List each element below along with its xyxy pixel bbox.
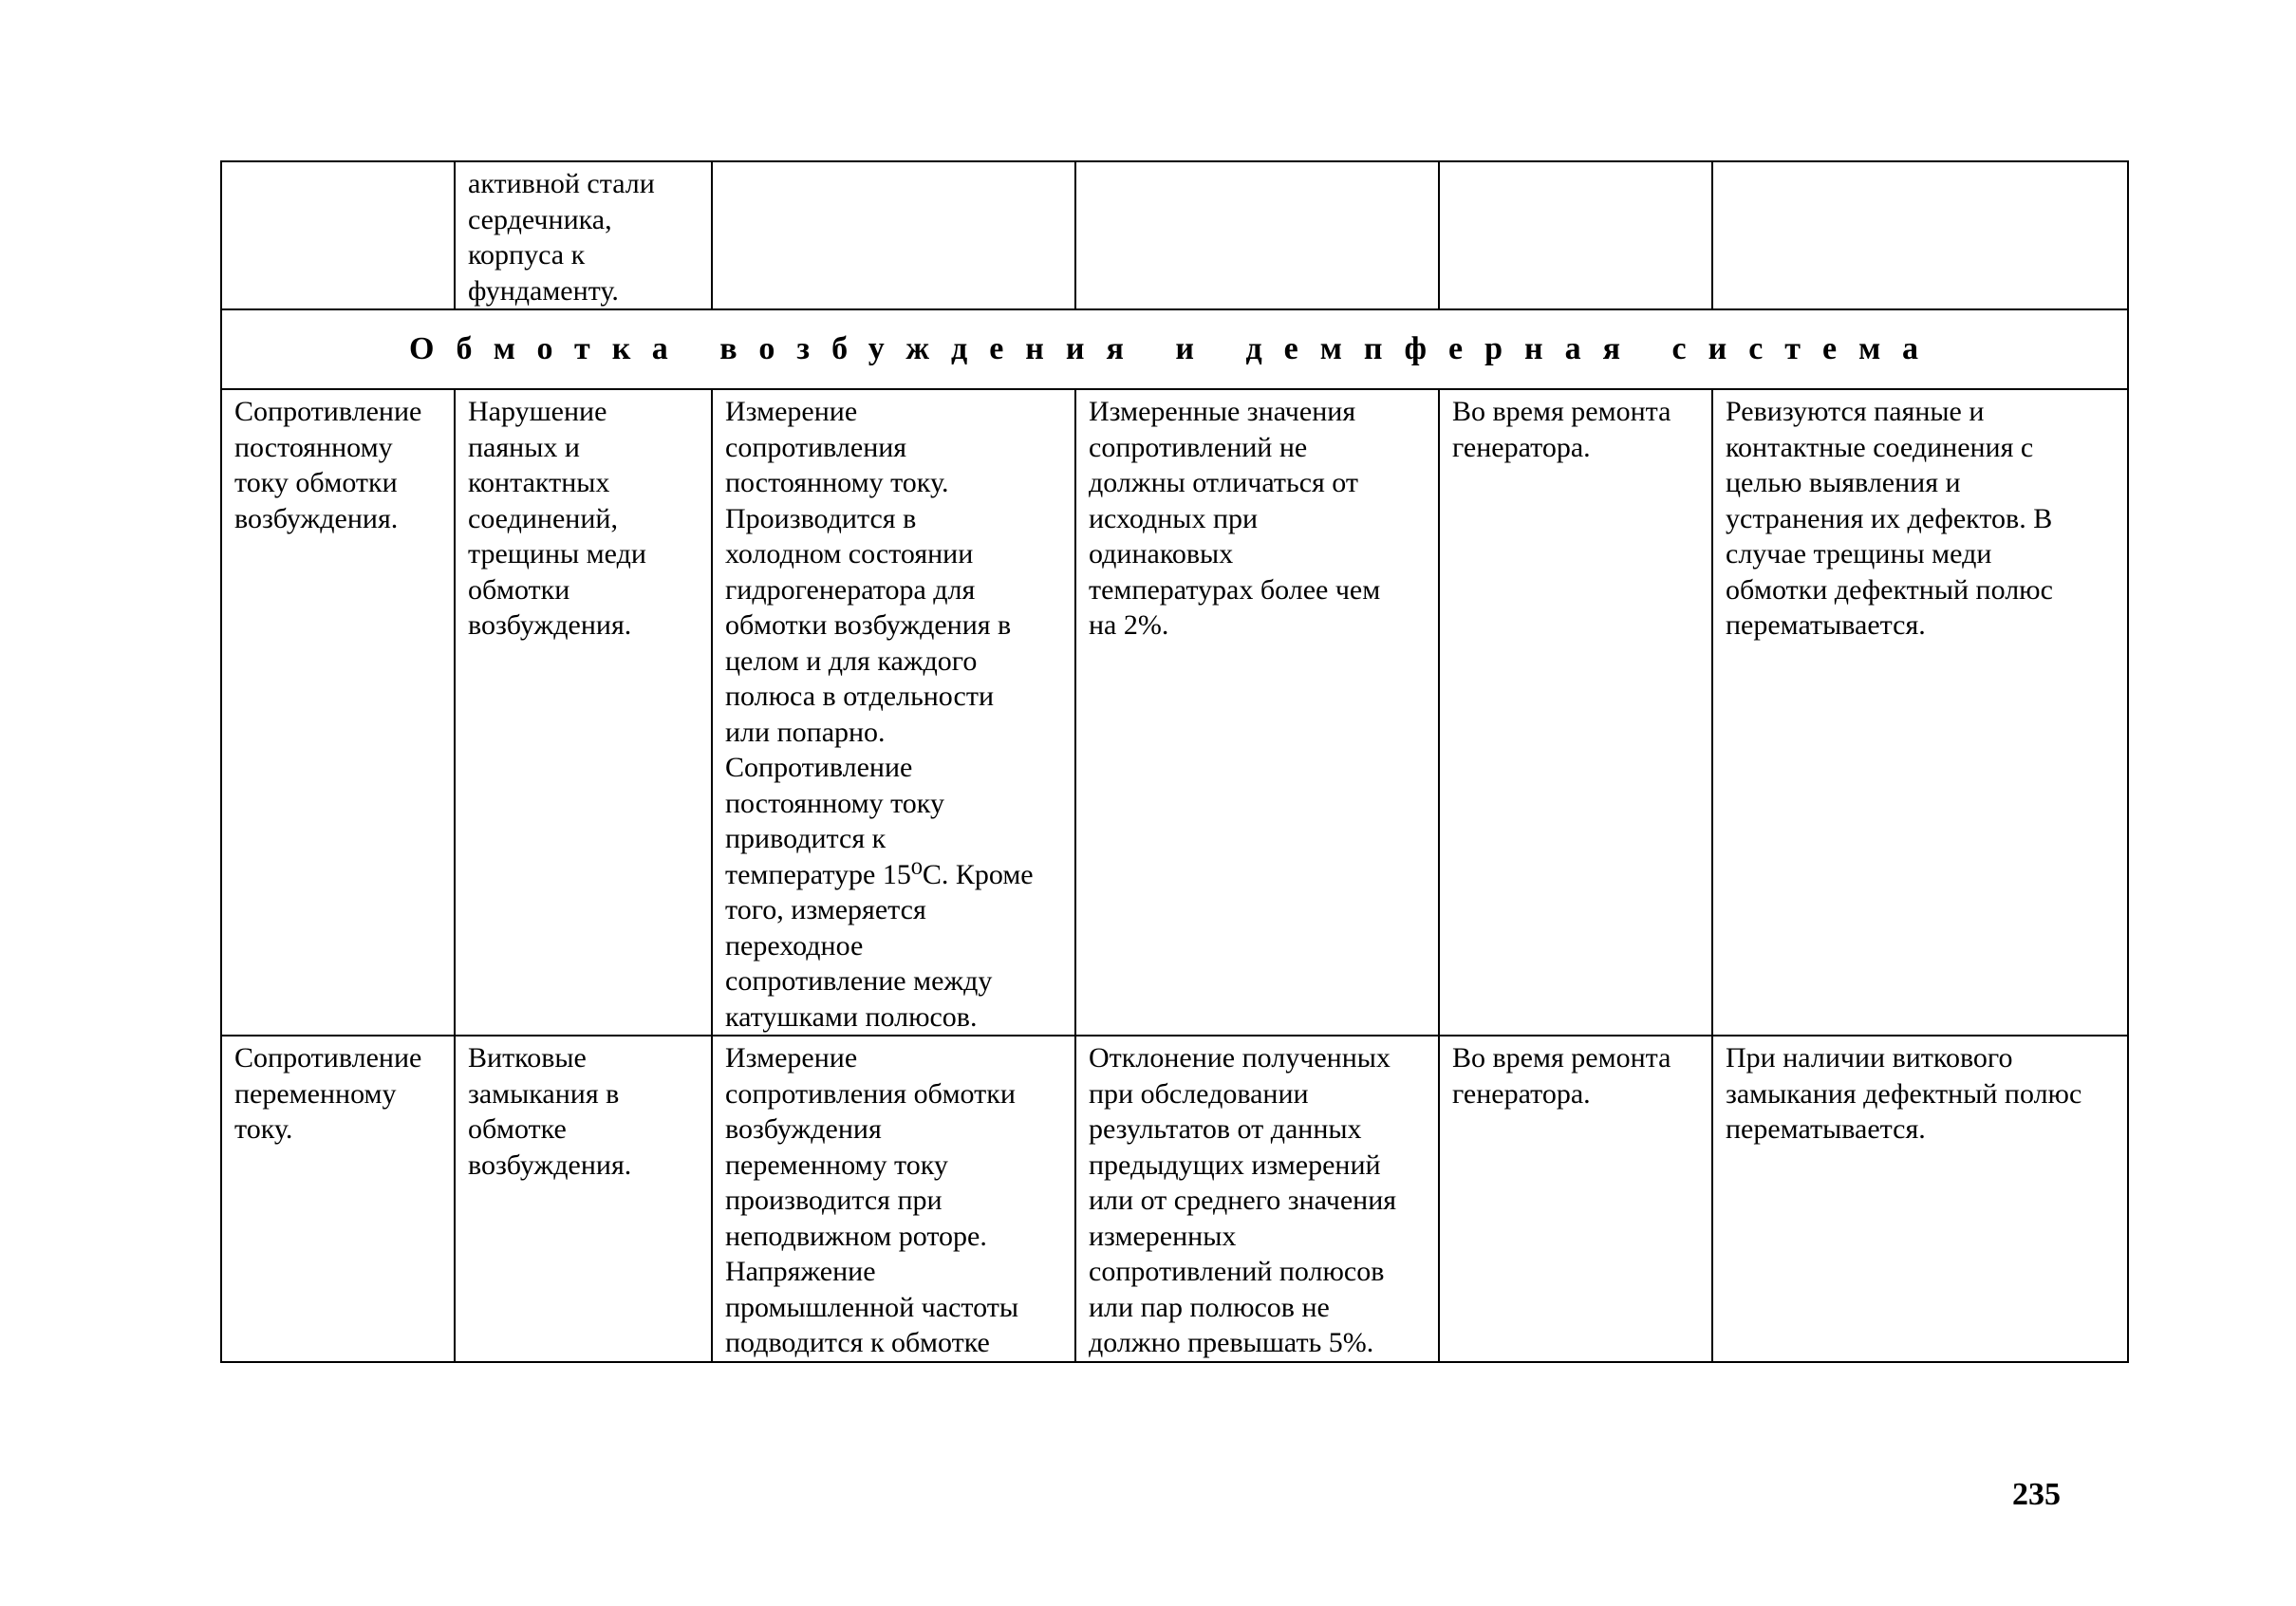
defect-cell: Нарушение паяных и контактных соединений, трещины меди обмотки возбуждения. bbox=[455, 389, 712, 1036]
defect-cell: Витковые замыкания в обмотке возбуждения. bbox=[455, 1036, 712, 1362]
parameter-cell: Сопротивление постоянному току обмотки возбуждения. bbox=[221, 389, 455, 1036]
table-row bbox=[221, 389, 2128, 1036]
table-cell bbox=[1075, 161, 1439, 309]
section-row bbox=[221, 309, 2128, 389]
norm-cell: Измеренные значения сопротивлений не должны отличаться от исходных при одинаковых температурах более чем на 2%. bbox=[1075, 389, 1439, 1036]
timing-cell: Во время ремонта генератора. bbox=[1439, 389, 1712, 1036]
table-cell bbox=[221, 161, 455, 309]
method-cell: Измерение сопротивления постоянному току. Производится в холодном состоянии гидрогенератора для обмотки возбуждения в целом и для каждого полюса в отдельности или попарно. Сопротивление постоянному току приводится к температуре 15⁰С. Кроме того, измеряется переходное сопротивление между катушками полюсов. bbox=[712, 389, 1075, 1036]
table-cell bbox=[1439, 161, 1712, 309]
note-cell: При наличии виткового замыкания дефектный полюс перематывается. bbox=[1712, 1036, 2128, 1362]
table-row bbox=[221, 1036, 2128, 1362]
table-cell bbox=[712, 161, 1075, 309]
note-cell: Ревизуются паяные и контактные соединения с целью выявления и устранения их дефектов. В случае трещины меди обмотки дефектный полюс перематывается. bbox=[1712, 389, 2128, 1036]
table-cell: активной стали сердечника, корпуса к фундаменту. bbox=[455, 161, 712, 309]
page-number: 235 bbox=[2012, 1477, 2061, 1512]
method-cell: Измерение сопротивления обмотки возбуждения переменному току производится при неподвижном роторе. Напряжение промышленной частоты подводится к обмотке bbox=[712, 1036, 1075, 1362]
norm-cell: Отклонение полученных при обследовании результатов от данных предыдущих измерений или от среднего значения измеренных сопротивлений полюсов или пар полюсов не должно превышать 5%. bbox=[1075, 1036, 1439, 1362]
section-title: Обмотка возбуждения и демпферная система bbox=[221, 309, 2128, 389]
document-table bbox=[220, 160, 2129, 1363]
parameter-cell: Сопротивление переменному току. bbox=[221, 1036, 455, 1362]
table-row bbox=[221, 161, 2128, 309]
timing-cell: Во время ремонта генератора. bbox=[1439, 1036, 1712, 1362]
table-cell bbox=[1712, 161, 2128, 309]
